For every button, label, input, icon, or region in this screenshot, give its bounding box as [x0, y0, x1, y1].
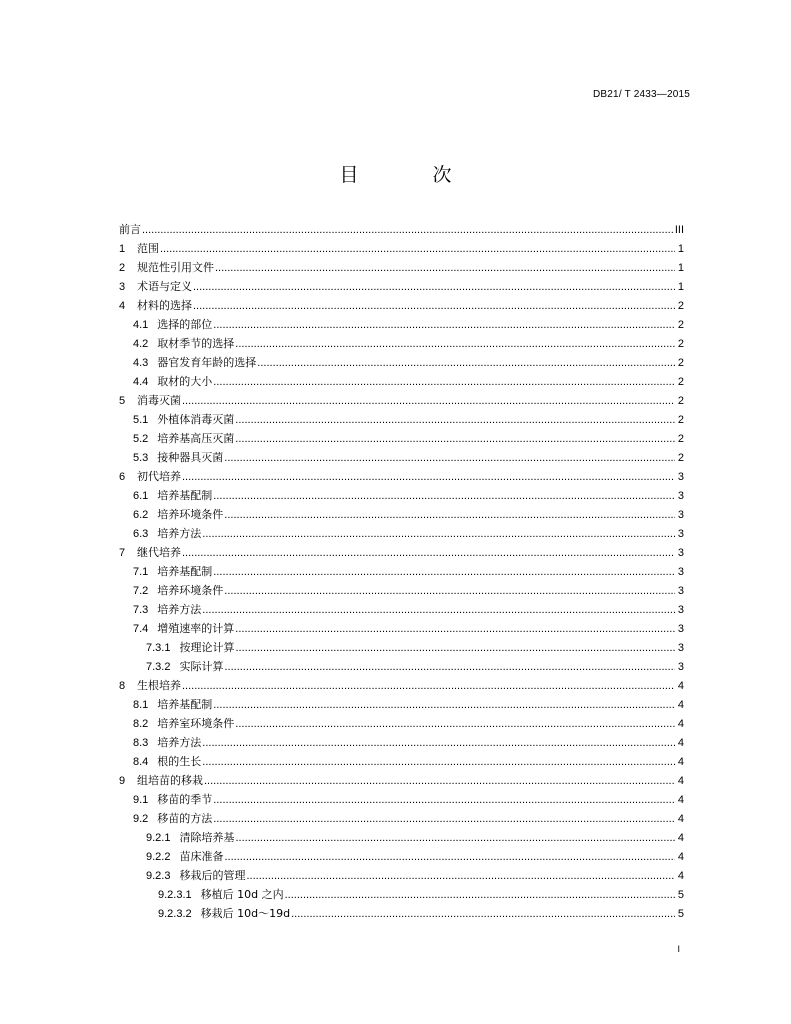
toc-entry-number: 9.1 — [133, 794, 149, 806]
toc-entry[interactable] — [119, 676, 684, 695]
toc-entry-number: 7.1 — [133, 566, 149, 578]
toc-entry-label: 培养方法 — [157, 527, 202, 540]
toc-entry-page: 3 — [677, 585, 684, 597]
toc-entry-number: 1 — [119, 243, 126, 255]
toc-dot-leader — [291, 905, 675, 924]
toc-entry[interactable] — [119, 410, 684, 429]
toc-entry-label: 培养环境条件 — [157, 508, 224, 521]
toc-entry-label: 培养基高压灭菌 — [157, 432, 235, 445]
toc-entry-page: 3 — [677, 642, 684, 654]
toc-entry-page: III — [674, 224, 684, 236]
toc-entry-page: 2 — [677, 395, 684, 407]
toc-dot-leader — [224, 506, 675, 525]
toc-entry-number: 7.3 — [133, 604, 149, 616]
toc-entry-label: 培养基配制 — [157, 489, 213, 502]
toc-entry-label: 接种器具灭菌 — [157, 451, 224, 464]
toc-entry[interactable] — [119, 714, 684, 733]
toc-entry[interactable] — [119, 220, 684, 239]
toc-entry-page: 4 — [677, 718, 684, 730]
toc-entry-page: 3 — [677, 509, 684, 521]
toc-entry-number: 9 — [119, 775, 126, 787]
toc-dot-leader — [160, 240, 675, 259]
toc-entry-label: 材料的选择 — [137, 299, 192, 312]
toc-entry-page: 2 — [677, 338, 684, 350]
toc-entry-number: 8.2 — [133, 718, 149, 730]
toc-dot-leader — [182, 544, 675, 563]
page-number: I — [677, 944, 680, 954]
toc-entry-page: 4 — [677, 851, 684, 863]
toc-dot-leader — [235, 715, 675, 734]
toc-entry[interactable] — [119, 847, 684, 866]
toc-entry-label: 实际计算 — [179, 660, 224, 673]
toc-entry-number: 6.2 — [133, 509, 149, 521]
toc-dot-leader — [235, 639, 675, 658]
toc-entry[interactable] — [119, 505, 684, 524]
toc-dot-leader — [213, 810, 675, 829]
table-of-contents — [119, 220, 684, 923]
toc-entry-label: 增殖速率的计算 — [157, 622, 235, 635]
toc-entry-label: 培养基配制 — [157, 698, 213, 711]
toc-entry[interactable] — [119, 258, 684, 277]
toc-entry-page: 3 — [677, 471, 684, 483]
toc-entry[interactable] — [119, 790, 684, 809]
toc-dot-leader — [235, 829, 675, 848]
toc-dot-leader — [213, 563, 675, 582]
toc-entry[interactable] — [119, 866, 684, 885]
toc-entry-page: 3 — [677, 661, 684, 673]
toc-dot-leader — [215, 259, 675, 278]
toc-entry[interactable] — [119, 771, 684, 790]
toc-entry[interactable] — [119, 828, 684, 847]
toc-entry-label: 移苗的季节 — [157, 793, 213, 806]
toc-dot-leader — [224, 582, 675, 601]
toc-entry[interactable] — [119, 486, 684, 505]
toc-entry-label: 清除培养基 — [179, 831, 235, 844]
toc-dot-leader — [193, 278, 675, 297]
toc-entry[interactable] — [119, 885, 684, 904]
toc-dot-leader — [224, 848, 675, 867]
toc-entry-number: 9.2.2 — [146, 851, 171, 863]
toc-entry[interactable] — [119, 353, 684, 372]
toc-entry[interactable] — [119, 638, 684, 657]
toc-dot-leader — [213, 373, 675, 392]
toc-entry-number: 9.2.3.2 — [158, 908, 192, 920]
toc-entry-page: 2 — [677, 357, 684, 369]
toc-entry[interactable] — [119, 524, 684, 543]
toc-entry-number: 9.2.3 — [146, 870, 171, 882]
toc-entry[interactable] — [119, 904, 684, 923]
toc-entry[interactable] — [119, 543, 684, 562]
toc-dot-leader — [202, 601, 675, 620]
toc-entry-page: 2 — [677, 452, 684, 464]
toc-entry-label: 术语与定义 — [137, 280, 192, 293]
toc-entry-page: 4 — [677, 775, 684, 787]
toc-entry-page: 1 — [677, 243, 684, 255]
toc-entry-label: 初代培养 — [137, 470, 181, 483]
toc-entry-label: 器官发育年龄的选择 — [157, 356, 257, 369]
toc-entry[interactable] — [119, 391, 684, 410]
toc-entry-number: 7.2 — [133, 585, 149, 597]
toc-entry-label: 生根培养 — [137, 679, 181, 692]
toc-entry-number: 7.3.1 — [146, 642, 171, 654]
toc-entry[interactable] — [119, 695, 684, 714]
toc-entry-number: 7 — [119, 547, 126, 559]
toc-dot-leader — [213, 316, 675, 335]
toc-entry-page: 4 — [677, 832, 684, 844]
toc-dot-leader — [182, 392, 675, 411]
toc-entry[interactable] — [119, 448, 684, 467]
page-title: 目 次 — [339, 164, 486, 186]
document-code: DB21/ T 2433—2015 — [593, 89, 690, 100]
toc-entry-number: 6.1 — [133, 490, 149, 502]
toc-entry-page: 3 — [677, 566, 684, 578]
toc-entry-page: 4 — [677, 756, 684, 768]
toc-entry[interactable] — [119, 581, 684, 600]
toc-entry-page: 2 — [677, 300, 684, 312]
toc-entry-label: 外植体消毒灭菌 — [157, 413, 235, 426]
toc-entry-number: 9.2.1 — [146, 832, 171, 844]
toc-entry-label: 前言 — [119, 223, 141, 236]
toc-entry-number: 5.3 — [133, 452, 149, 464]
toc-entry[interactable] — [119, 277, 684, 296]
toc-entry-page: 2 — [677, 376, 684, 388]
toc-entry[interactable] — [119, 467, 684, 486]
toc-entry-page: 1 — [677, 262, 684, 274]
toc-entry-page: 3 — [677, 604, 684, 616]
toc-dot-leader — [213, 696, 675, 715]
toc-entry-page: 3 — [677, 528, 684, 540]
toc-entry[interactable] — [119, 733, 684, 752]
toc-entry-number: 8 — [119, 680, 126, 692]
toc-dot-leader — [182, 677, 675, 696]
toc-entry-number: 4.1 — [133, 319, 149, 331]
toc-entry-label: 按理论计算 — [179, 641, 235, 654]
toc-entry-label: 培养室环境条件 — [157, 717, 235, 730]
toc-dot-leader — [142, 221, 674, 240]
toc-entry-page: 3 — [677, 490, 684, 502]
toc-entry-label: 移栽后的管理 — [179, 869, 246, 882]
toc-entry[interactable] — [119, 296, 684, 315]
toc-entry-label: 范围 — [137, 242, 159, 255]
toc-dot-leader — [202, 753, 675, 772]
toc-dot-leader — [202, 525, 675, 544]
toc-entry-label: 培养方法 — [157, 603, 202, 616]
toc-entry[interactable] — [119, 372, 684, 391]
toc-entry-label: 组培苗的移栽 — [137, 774, 203, 787]
toc-entry-page: 3 — [677, 547, 684, 559]
toc-dot-leader — [224, 449, 675, 468]
toc-dot-leader — [257, 354, 675, 373]
toc-entry-label: 选择的部位 — [157, 318, 213, 331]
toc-entry-page: 5 — [677, 908, 684, 920]
toc-entry-label: 培养方法 — [157, 736, 202, 749]
toc-entry-page: 3 — [677, 623, 684, 635]
toc-entry-page: 4 — [677, 870, 684, 882]
toc-entry-number: 5.1 — [133, 414, 149, 426]
toc-entry-page: 2 — [677, 433, 684, 445]
toc-entry[interactable] — [119, 752, 684, 771]
toc-entry-page: 2 — [677, 319, 684, 331]
toc-entry-page: 4 — [677, 794, 684, 806]
toc-entry-number: 4 — [119, 300, 126, 312]
toc-dot-leader — [224, 658, 675, 677]
toc-entry-number: 9.2.3.1 — [158, 889, 192, 901]
toc-entry-number: 7.3.2 — [146, 661, 171, 673]
toc-entry-label: 移苗的方法 — [157, 812, 213, 825]
toc-entry-page: 4 — [677, 699, 684, 711]
toc-dot-leader — [285, 886, 675, 905]
toc-entry-page: 4 — [677, 737, 684, 749]
toc-entry[interactable] — [119, 315, 684, 334]
toc-entry[interactable] — [119, 334, 684, 353]
toc-entry-label: 规范性引用文件 — [137, 261, 214, 274]
toc-dot-leader — [235, 430, 675, 449]
toc-dot-leader — [202, 734, 675, 753]
toc-entry-page: 2 — [677, 414, 684, 426]
toc-dot-leader — [182, 468, 675, 487]
toc-entry-number: 4.3 — [133, 357, 149, 369]
toc-entry-label: 移植后 10d 之内 — [200, 888, 284, 901]
toc-entry-number: 8.4 — [133, 756, 149, 768]
toc-entry[interactable] — [119, 429, 684, 448]
toc-dot-leader — [235, 620, 675, 639]
toc-entry-page: 5 — [677, 889, 684, 901]
toc-dot-leader — [213, 791, 675, 810]
toc-entry-number: 7.4 — [133, 623, 149, 635]
toc-entry-page: 4 — [677, 680, 684, 692]
toc-entry[interactable] — [119, 562, 684, 581]
toc-entry-number: 4.2 — [133, 338, 149, 350]
toc-entry-label: 移栽后 10d～19d — [200, 907, 291, 920]
toc-dot-leader — [193, 297, 675, 316]
toc-entry[interactable] — [119, 619, 684, 638]
toc-entry-number: 8.1 — [133, 699, 149, 711]
toc-entry-label: 根的生长 — [157, 755, 202, 768]
toc-entry[interactable] — [119, 600, 684, 619]
toc-dot-leader — [246, 867, 675, 886]
toc-entry-label: 培养环境条件 — [157, 584, 224, 597]
toc-dot-leader — [213, 487, 675, 506]
toc-dot-leader — [235, 335, 675, 354]
toc-entry-number: 2 — [119, 262, 126, 274]
toc-entry-label: 取材的大小 — [157, 375, 213, 388]
toc-entry-number: 5 — [119, 395, 126, 407]
toc-entry-number: 5.2 — [133, 433, 149, 445]
toc-entry-number: 9.2 — [133, 813, 149, 825]
toc-entry-number: 6.3 — [133, 528, 149, 540]
toc-dot-leader — [235, 411, 675, 430]
toc-entry-label: 取材季节的选择 — [157, 337, 235, 350]
toc-entry-number: 3 — [119, 281, 126, 293]
toc-entry-number: 4.4 — [133, 376, 149, 388]
toc-entry-label: 继代培养 — [137, 546, 181, 559]
toc-entry-number: 8.3 — [133, 737, 149, 749]
toc-entry-label: 苗床准备 — [179, 850, 224, 863]
toc-dot-leader — [204, 772, 675, 791]
toc-entry-page: 4 — [677, 813, 684, 825]
toc-entry[interactable] — [119, 657, 684, 676]
toc-entry-label: 培养基配制 — [157, 565, 213, 578]
toc-entry-number: 6 — [119, 471, 126, 483]
toc-entry-label: 消毒灭菌 — [137, 394, 181, 407]
toc-entry-page: 1 — [677, 281, 684, 293]
toc-entry[interactable] — [119, 239, 684, 258]
toc-entry[interactable] — [119, 809, 684, 828]
